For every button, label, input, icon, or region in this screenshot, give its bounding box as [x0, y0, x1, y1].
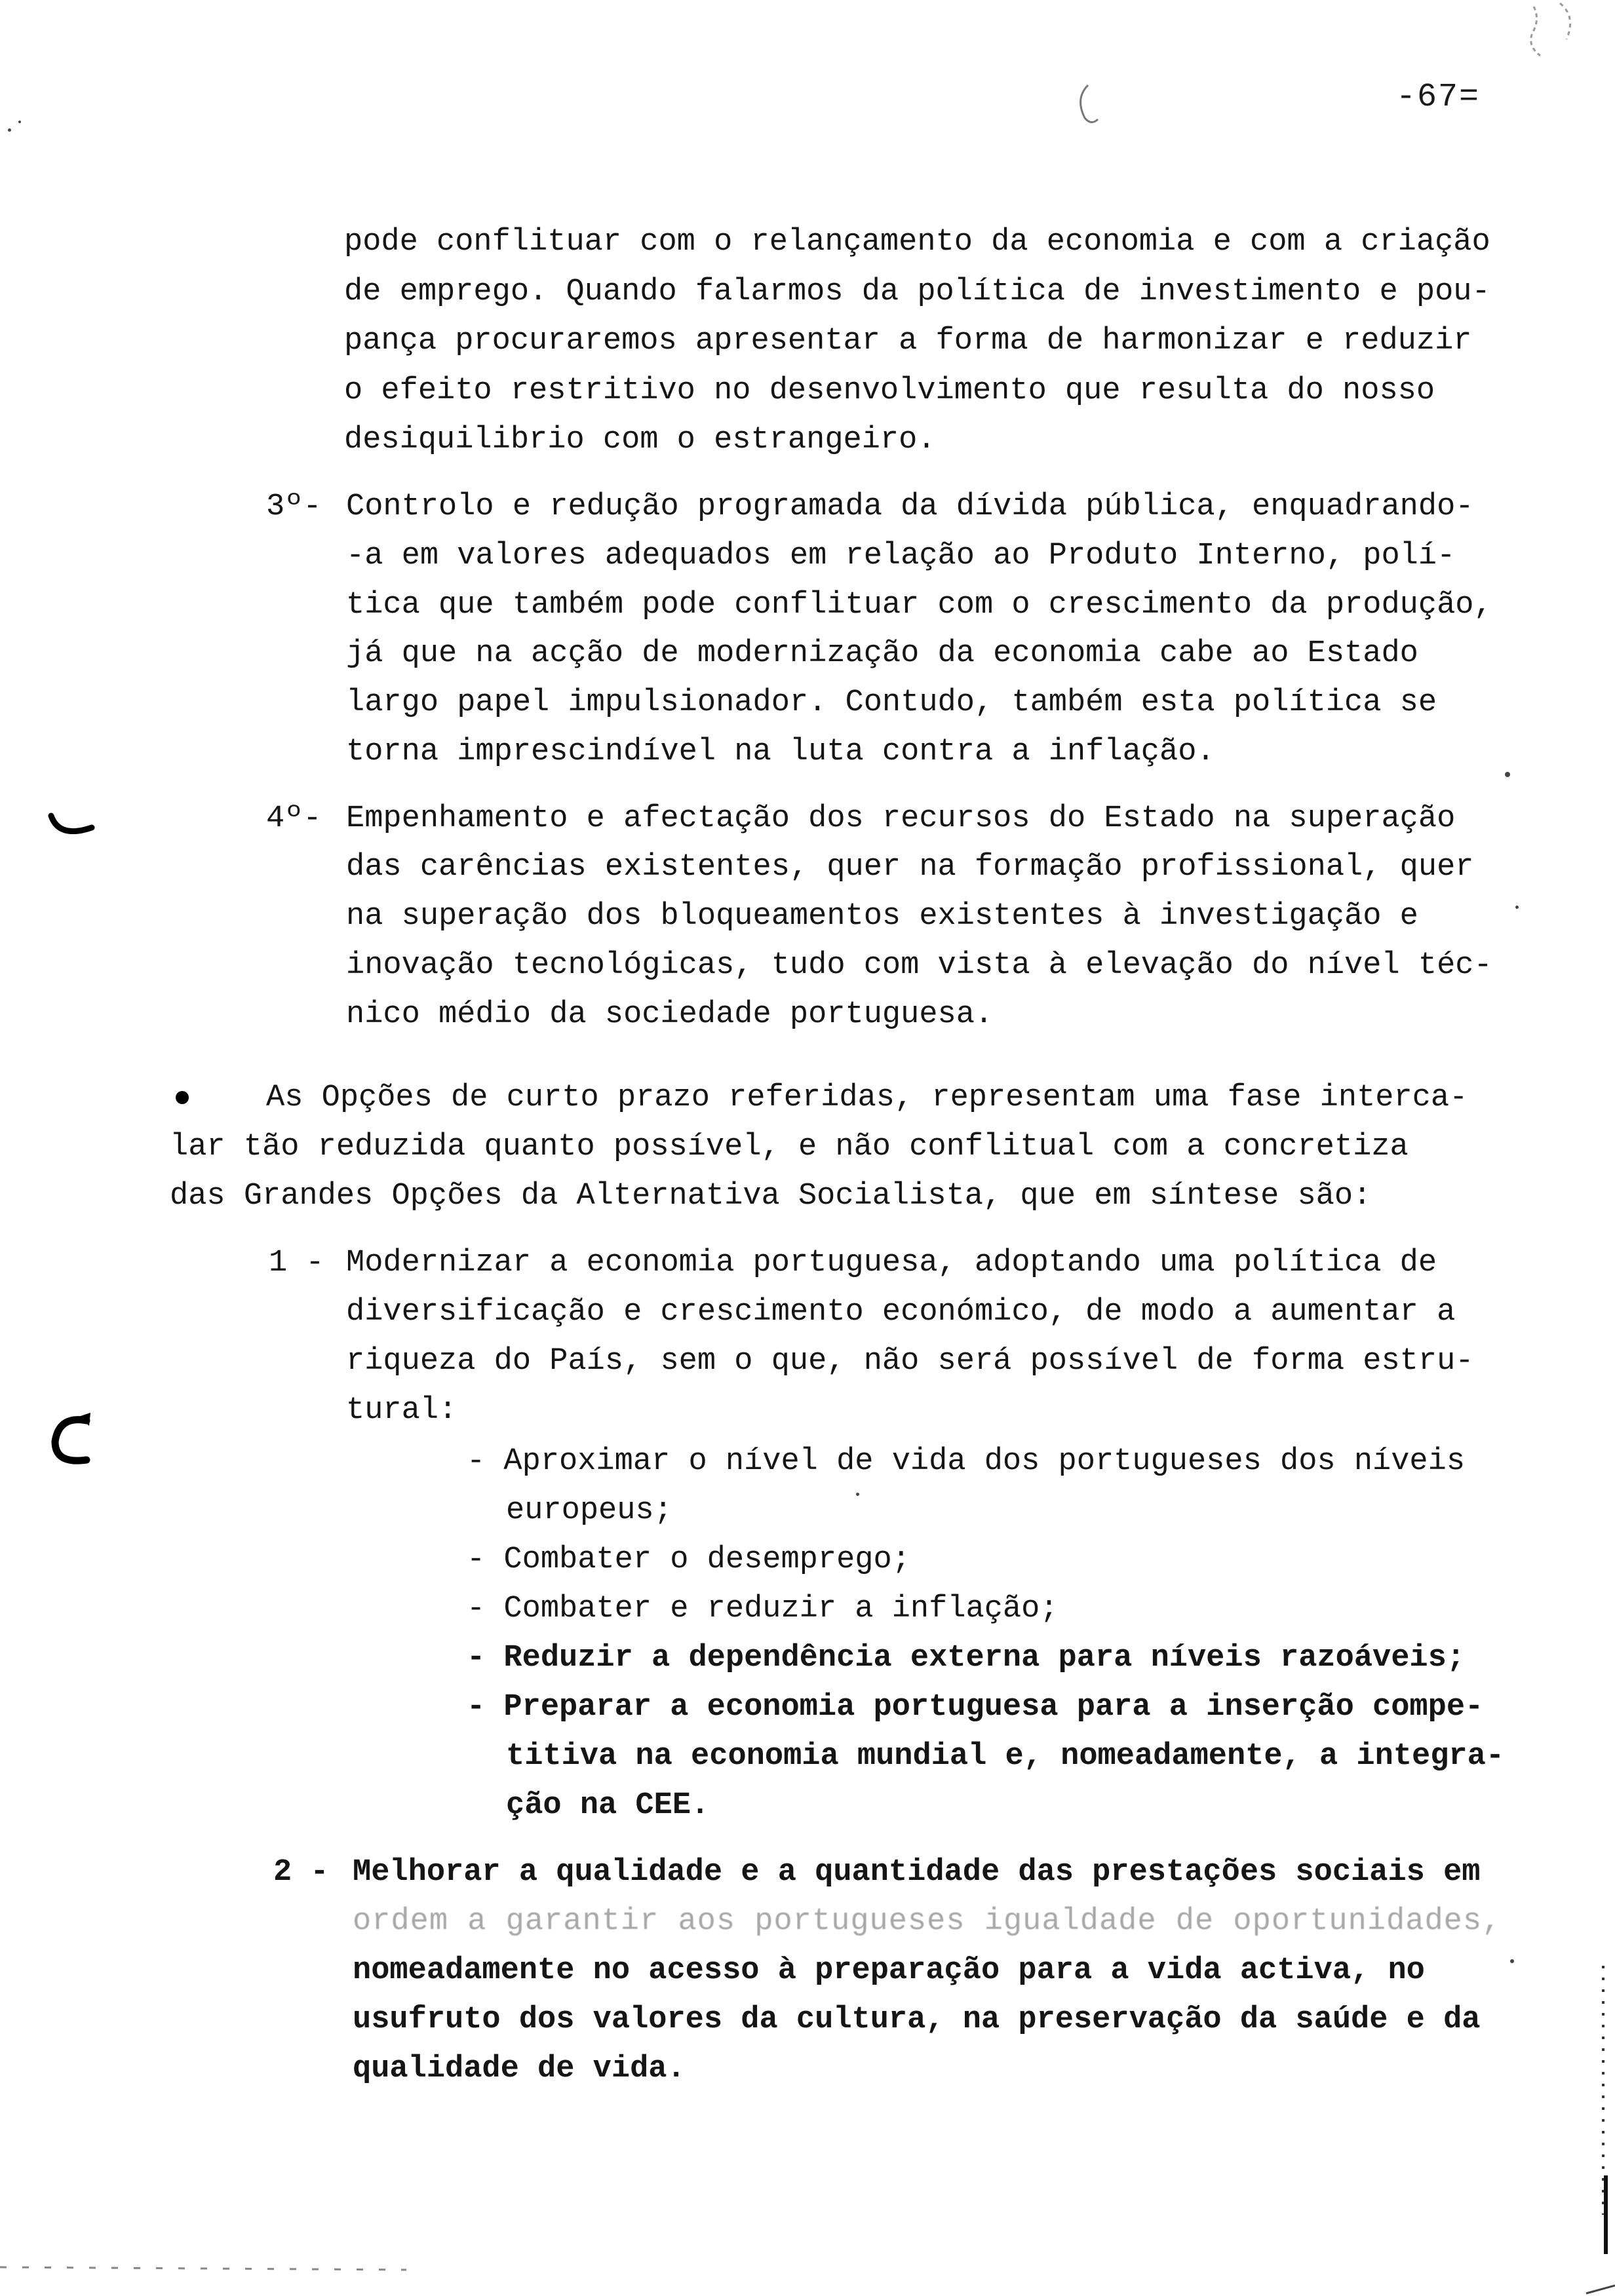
text-line: largo papel impulsionador. Contudo, também esta política se	[346, 685, 1437, 720]
text-line: já que na acção de modernização da economia cabe ao Estado	[346, 636, 1418, 671]
text-line: nomeadamente no acesso à preparação para a vida activa, no	[353, 1953, 1425, 1988]
text-line: diversificação e crescimento económico, de modo a aumentar a	[346, 1295, 1456, 1330]
text-line: tica que também pode conflituar com o crescimento da produção,	[346, 588, 1492, 622]
item-label: 4º-	[266, 801, 322, 836]
text-line: pança procuraremos apresentar a forma de harmonizar e reduzir	[344, 324, 1472, 358]
bullet-icon	[176, 1091, 189, 1104]
text-line: titiva na economia mundial e, nomeadamente, a integra-	[506, 1739, 1505, 1774]
item-label: 2 -	[273, 1855, 329, 1890]
list-item: - Aproximar o nível de vida dos portugueses dos níveis	[467, 1444, 1466, 1479]
text-line: de emprego. Quando falarmos da política de investimento e pou-	[344, 275, 1490, 309]
text-line: europeus;	[506, 1493, 672, 1528]
text-line: riqueza do País, sem o que, não será possível de forma estru-	[346, 1344, 1474, 1379]
speck	[856, 1493, 859, 1496]
speck	[1510, 1959, 1514, 1963]
speck	[1505, 772, 1510, 777]
text-line: inovação tecnológicas, tudo com vista à elevação do nível téc-	[346, 948, 1492, 983]
text-line: Empenhamento e afectação dos recursos do Estado na superação	[346, 801, 1456, 836]
list-item: - Combater o desemprego;	[467, 1542, 910, 1577]
list-item: - Preparar a economia portuguesa para a inserção compe-	[467, 1690, 1484, 1725]
text-line: na superação dos bloqueamentos existentes à investigação e	[346, 899, 1418, 934]
item-label: 1 -	[269, 1246, 324, 1280]
speck	[18, 121, 21, 123]
speck	[8, 128, 11, 132]
text-line: o efeito restritivo no desenvolvimento que resulta do nosso	[344, 373, 1435, 408]
text-line: Melhorar a qualidade e a quantidade das prestações sociais em	[353, 1855, 1481, 1890]
text-line: das Grandes Opções da Alternativa Socialista, que em síntese são:	[170, 1179, 1372, 1214]
punch-mark-left-upper	[46, 809, 98, 849]
text-line: desiquilibrio com o estrangeiro.	[344, 423, 936, 457]
text-line: torna imprescindível na luta contra a inflação.	[346, 735, 1215, 769]
text-line: As Opções de curto prazo referidas, representam uma fase interca-	[266, 1081, 1468, 1115]
scan-mark-top-center	[1068, 79, 1108, 131]
page-number: -67=	[1396, 79, 1481, 116]
scan-mark-top-right	[1514, 0, 1593, 72]
text-line: tural:	[346, 1393, 457, 1428]
list-item: - Reduzir a dependência externa para níveis razoáveis;	[467, 1641, 1466, 1675]
punch-mark-left-lower	[46, 1409, 98, 1474]
item-label: 3º-	[266, 489, 322, 524]
text-line: qualidade de vida.	[353, 2052, 686, 2086]
text-line: -a em valores adequados em relação ao Produto Interno, polí-	[346, 539, 1456, 573]
text-line: ordem a garantir aos portugueses igualdade de oportunidades,	[353, 1904, 1502, 1939]
scan-edge-bottom	[0, 2254, 459, 2274]
text-line: pode conflituar com o relançamento da economia e com a criação	[344, 225, 1490, 259]
text-line: nico médio da sociedade portuguesa.	[346, 997, 994, 1032]
text-line: usufruto dos valores da cultura, na preservação da saúde e da	[353, 2002, 1481, 2037]
text-line: ção na CEE.	[506, 1788, 710, 1823]
scan-edge-right	[1573, 1966, 1615, 2296]
text-line: lar tão reduzida quanto possível, e não conflitual com a concretiza	[170, 1130, 1409, 1164]
text-line: das carências existentes, quer na formação profissional, quer	[346, 850, 1474, 885]
speck	[1515, 906, 1519, 909]
text-line: Modernizar a economia portuguesa, adoptando uma política de	[346, 1246, 1437, 1280]
text-line: Controlo e redução programada da dívida pública, enquadrando-	[346, 489, 1474, 524]
list-item: - Combater e reduzir a inflação;	[467, 1592, 1059, 1626]
